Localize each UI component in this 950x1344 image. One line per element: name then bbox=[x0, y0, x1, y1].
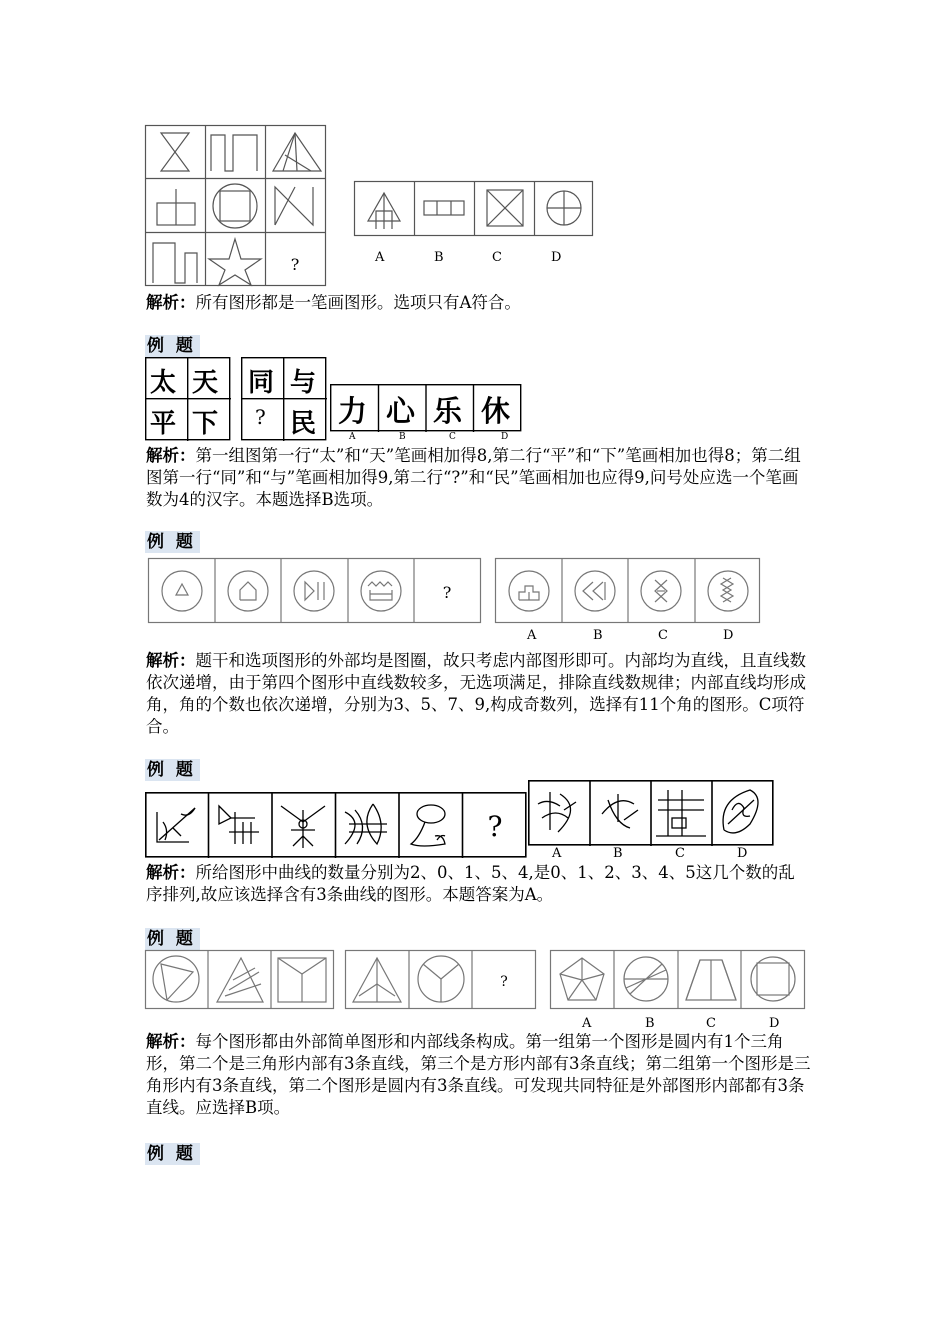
q4-options-figure bbox=[528, 780, 774, 846]
explanation-text: 所给图形中曲线的数量分别为2、0、1、5、4,是0、1、2、3、4、5这几个数的乱序排列,故应该选择含有3条曲线的图形。本题答案为A。 bbox=[146, 863, 795, 904]
q5-group2-figure bbox=[345, 950, 537, 1010]
explanation-label: 解析： bbox=[146, 446, 196, 465]
q1-grid-figure bbox=[145, 125, 327, 287]
q2-explanation bbox=[146, 445, 811, 511]
q5-question-mark: ? bbox=[500, 974, 508, 990]
q5-options-figure bbox=[550, 950, 806, 1010]
q4-stem-figure bbox=[145, 792, 527, 858]
q4-option-label-a: A bbox=[552, 846, 562, 861]
q1-question-mark: ? bbox=[290, 255, 300, 274]
q4-option-label-d: D bbox=[737, 846, 748, 861]
q5-option-label-a: A bbox=[582, 1016, 592, 1031]
q1-option-label-d: D bbox=[551, 250, 562, 265]
q5-option-label-c: C bbox=[706, 1016, 716, 1031]
example-label: 例 题 bbox=[145, 335, 200, 357]
q5-option-label-d: D bbox=[769, 1016, 780, 1031]
example-label: 例 题 bbox=[145, 759, 200, 781]
q4-question-mark: ? bbox=[487, 810, 503, 843]
q2-char-xia: 下 bbox=[192, 409, 219, 439]
explanation-label: 解析： bbox=[146, 293, 196, 312]
q2-option-label-b: B bbox=[399, 432, 406, 442]
q3-stem-figure bbox=[148, 558, 482, 624]
example-label: 例 题 bbox=[145, 1143, 200, 1165]
q3-option-label-d: D bbox=[723, 628, 734, 643]
q3-question-mark: ? bbox=[442, 583, 452, 602]
q1-option-label-b: B bbox=[434, 250, 444, 265]
explanation-text: 第一组图第一行“太”和“天”笔画相加得8,第二行“平”和“下”笔画相加也得8；第二组图第一行“同”和“与”笔画相加得9,第二行“?”和“民”笔画相加也应得9,问号处应选一个笔画数为4的汉字。本题选择B选项。 bbox=[146, 446, 801, 509]
q1-explanation bbox=[146, 292, 811, 314]
q3-option-label-a: A bbox=[527, 628, 537, 643]
explanation-label: 解析： bbox=[146, 1032, 196, 1051]
q2-option-char-d: 休 bbox=[481, 394, 511, 428]
explanation-text: 每个图形都由外部简单图形和内部线条构成。第一组第一个图形是圆内有1个三角形，第二个是三角形内部有3条直线，第三个是方形内部有3条直线；第二组第一个图形是三角形内有3条直线，第二个图形是圆内有3条直线。可发现共同特征是外部图形内部都有3条直线。应选择B项。 bbox=[146, 1032, 811, 1117]
example-label: 例 题 bbox=[145, 928, 200, 950]
q2-option-label-a: A bbox=[349, 432, 356, 442]
q2-char-tai: 太 bbox=[150, 368, 177, 398]
q5-option-label-b: B bbox=[645, 1016, 655, 1031]
q2-char-yu: 与 bbox=[290, 368, 317, 398]
explanation-text: 题干和选项图形的外部均是图圈，故只考虑内部图形即可。内部均为直线，且直线数依次递增，由于第四个图形中直线数较多，无选项满足，排除直线数规律；内部直线均形成角，角的个数也依次递增，分别为3、5、7、9,构成奇数列，选择有11个角的图形。C项符合。 bbox=[146, 651, 806, 736]
q2-char-tian: 天 bbox=[192, 368, 219, 398]
explanation-label: 解析： bbox=[146, 651, 196, 670]
q5-explanation bbox=[146, 1031, 811, 1119]
q1-option-label-a: A bbox=[375, 250, 385, 265]
q3-option-label-b: B bbox=[593, 628, 603, 643]
q2-option-char-a: 力 bbox=[338, 394, 368, 428]
q2-option-label-d: D bbox=[501, 432, 509, 442]
q5-group1-figure bbox=[145, 950, 335, 1010]
q4-option-label-b: B bbox=[613, 846, 623, 861]
q2-option-label-c: C bbox=[449, 432, 456, 442]
q2-option-char-c: 乐 bbox=[433, 394, 463, 428]
explanation-text: 所有图形都是一笔画图形。选项只有A符合。 bbox=[195, 293, 521, 312]
q2-char-min: 民 bbox=[290, 409, 317, 439]
explanation-label: 解析： bbox=[146, 863, 196, 882]
q2-char-ping: 平 bbox=[150, 409, 177, 439]
q2-question-mark: ? bbox=[255, 405, 266, 429]
q4-explanation bbox=[146, 862, 811, 906]
q1-options-figure bbox=[354, 181, 594, 237]
example-label: 例 题 bbox=[145, 531, 200, 553]
q3-explanation bbox=[146, 650, 811, 738]
q2-option-char-b: 心 bbox=[386, 394, 416, 428]
q1-option-label-c: C bbox=[492, 250, 502, 265]
q4-option-label-c: C bbox=[675, 846, 685, 861]
q2-char-tong: 同 bbox=[248, 368, 275, 398]
q3-options-figure bbox=[495, 558, 761, 624]
q3-option-label-c: C bbox=[658, 628, 668, 643]
